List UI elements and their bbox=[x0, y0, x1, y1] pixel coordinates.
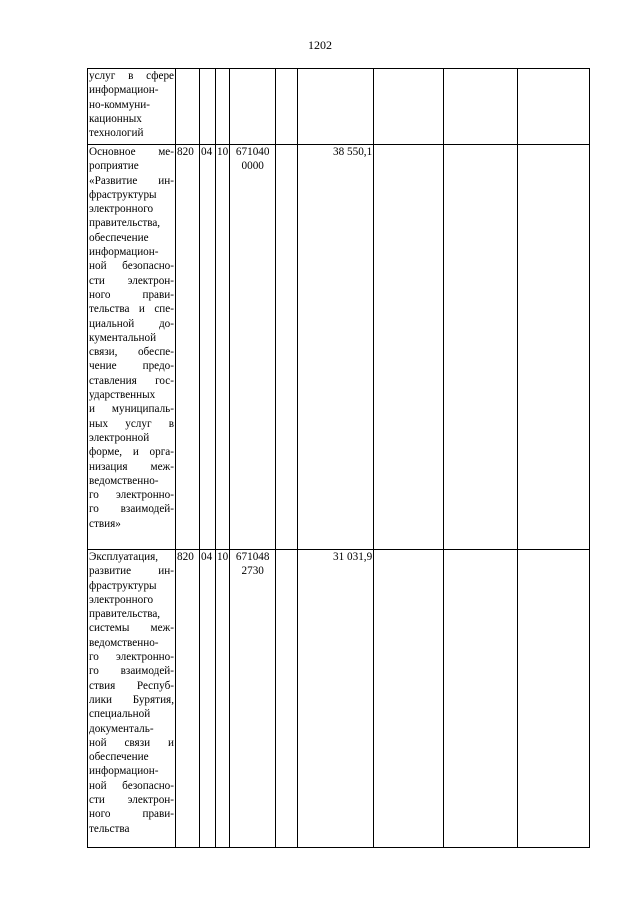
row-name-line: электронного bbox=[89, 203, 154, 216]
row-name-line: ставления гос- bbox=[89, 374, 174, 387]
row-name-cell bbox=[88, 550, 176, 848]
row-name-line: правительства, bbox=[89, 217, 161, 230]
row-name-line: кументальной bbox=[89, 331, 157, 344]
amount-cell: 38 550,1 bbox=[298, 145, 374, 550]
row-name-line: низация меж- bbox=[89, 460, 174, 473]
target-article-line: 2730 bbox=[241, 565, 264, 578]
row-name-line: ной связи и bbox=[89, 736, 174, 749]
row-name-line: информацион- bbox=[89, 246, 159, 259]
target-article-line: 671040 bbox=[235, 146, 270, 158]
row-name-line: сти электрон- bbox=[89, 274, 174, 287]
row-name-line: ведомственно- bbox=[89, 474, 159, 487]
page-number: 1202 bbox=[308, 38, 332, 52]
row-name-line: тельства и спе- bbox=[89, 303, 174, 316]
empty-cell bbox=[518, 550, 590, 848]
row-name-line: тельства bbox=[89, 822, 130, 835]
target-article-cell bbox=[230, 145, 276, 550]
row-name-line: чение предо- bbox=[89, 360, 174, 373]
subsection-code-cell: 10 bbox=[216, 550, 230, 848]
row-name-line: электронной bbox=[89, 431, 150, 444]
row-name-line: услуг в сфере bbox=[89, 70, 174, 82]
row-name-line: и муниципаль- bbox=[89, 403, 174, 416]
row-name-line: связи, обеспе- bbox=[89, 346, 174, 359]
target-article-line: 671048 bbox=[235, 551, 270, 563]
row-name-line: фраструктуры bbox=[89, 188, 157, 201]
table-row bbox=[88, 69, 590, 145]
expense-type-cell bbox=[276, 550, 298, 848]
empty-cell bbox=[444, 145, 518, 550]
row-name-cell bbox=[88, 145, 176, 550]
row-name-line: го электронно- bbox=[89, 651, 174, 664]
ministry-code-cell bbox=[176, 69, 200, 145]
empty-cell bbox=[444, 69, 518, 145]
row-name-line: кационных bbox=[89, 112, 142, 125]
row-name-line: лики Бурятия, bbox=[89, 693, 174, 706]
amount-cell: 31 031,9 bbox=[298, 550, 374, 848]
row-name-line: обеспечение bbox=[89, 231, 149, 244]
row-name-line: документаль- bbox=[89, 722, 154, 735]
row-name-line: роприятие bbox=[89, 160, 139, 173]
row-name-line: технологий bbox=[89, 127, 144, 140]
expense-type-cell bbox=[276, 69, 298, 145]
section-code-cell bbox=[200, 69, 216, 145]
ministry-code-cell: 820 bbox=[176, 145, 200, 550]
row-name-line: обеспечение bbox=[89, 751, 149, 764]
row-name-line: го взаимодей- bbox=[89, 503, 174, 516]
row-name-cell bbox=[88, 69, 176, 145]
row-name-line: Эксплуатация, bbox=[89, 551, 159, 563]
row-name-line: системы меж- bbox=[89, 622, 174, 635]
empty-cell bbox=[518, 69, 590, 145]
empty-cell bbox=[374, 145, 444, 550]
row-name-line: ствия Респуб- bbox=[89, 679, 174, 692]
target-article-cell bbox=[230, 69, 276, 145]
row-name-line: ного прави- bbox=[89, 288, 174, 301]
row-name-line: электронного bbox=[89, 593, 154, 606]
section-code-cell: 04 bbox=[200, 550, 216, 848]
row-name-line: го взаимодей- bbox=[89, 665, 174, 678]
expense-type-cell bbox=[276, 145, 298, 550]
row-name-line: ведомственно- bbox=[89, 636, 159, 649]
row-name-line: ных услуг в bbox=[89, 417, 174, 430]
section-code-cell: 04 bbox=[200, 145, 216, 550]
row-name-line: циальной до- bbox=[89, 317, 174, 330]
row-name-line: информацион- bbox=[89, 765, 159, 778]
row-name-line: фраструктуры bbox=[89, 579, 157, 592]
empty-cell bbox=[444, 550, 518, 848]
empty-cell bbox=[374, 69, 444, 145]
target-article-cell bbox=[230, 550, 276, 848]
row-name-line: ствия» bbox=[89, 517, 121, 530]
ministry-code-cell: 820 bbox=[176, 550, 200, 848]
row-name-line: правительства, bbox=[89, 608, 161, 621]
budget-table bbox=[87, 68, 590, 848]
amount-cell bbox=[298, 69, 374, 145]
target-article-line: 0000 bbox=[241, 160, 264, 173]
empty-cell bbox=[518, 145, 590, 550]
row-name-line: ударственных bbox=[89, 389, 156, 402]
table-row bbox=[88, 550, 590, 848]
row-name-line: форме, и орга- bbox=[89, 446, 174, 459]
table-row bbox=[88, 145, 590, 550]
row-name-line: сти электрон- bbox=[89, 794, 174, 807]
subsection-code-cell: 10 bbox=[216, 145, 230, 550]
row-name-line: информацион- bbox=[89, 84, 159, 97]
empty-cell bbox=[374, 550, 444, 848]
subsection-code-cell bbox=[216, 69, 230, 145]
row-name-line: но-коммуни- bbox=[89, 98, 151, 111]
row-name-line: Основное ме- bbox=[89, 146, 174, 158]
row-name-line: ного прави- bbox=[89, 808, 174, 821]
row-name-line: специальной bbox=[89, 708, 151, 721]
row-name-line: «Развитие ин- bbox=[89, 174, 174, 187]
row-name-line: развитие ин- bbox=[89, 565, 174, 578]
row-name-line: ной безопасно- bbox=[89, 779, 174, 792]
row-name-line: го электронно- bbox=[89, 489, 174, 502]
row-name-line: ной безопасно- bbox=[89, 260, 174, 273]
